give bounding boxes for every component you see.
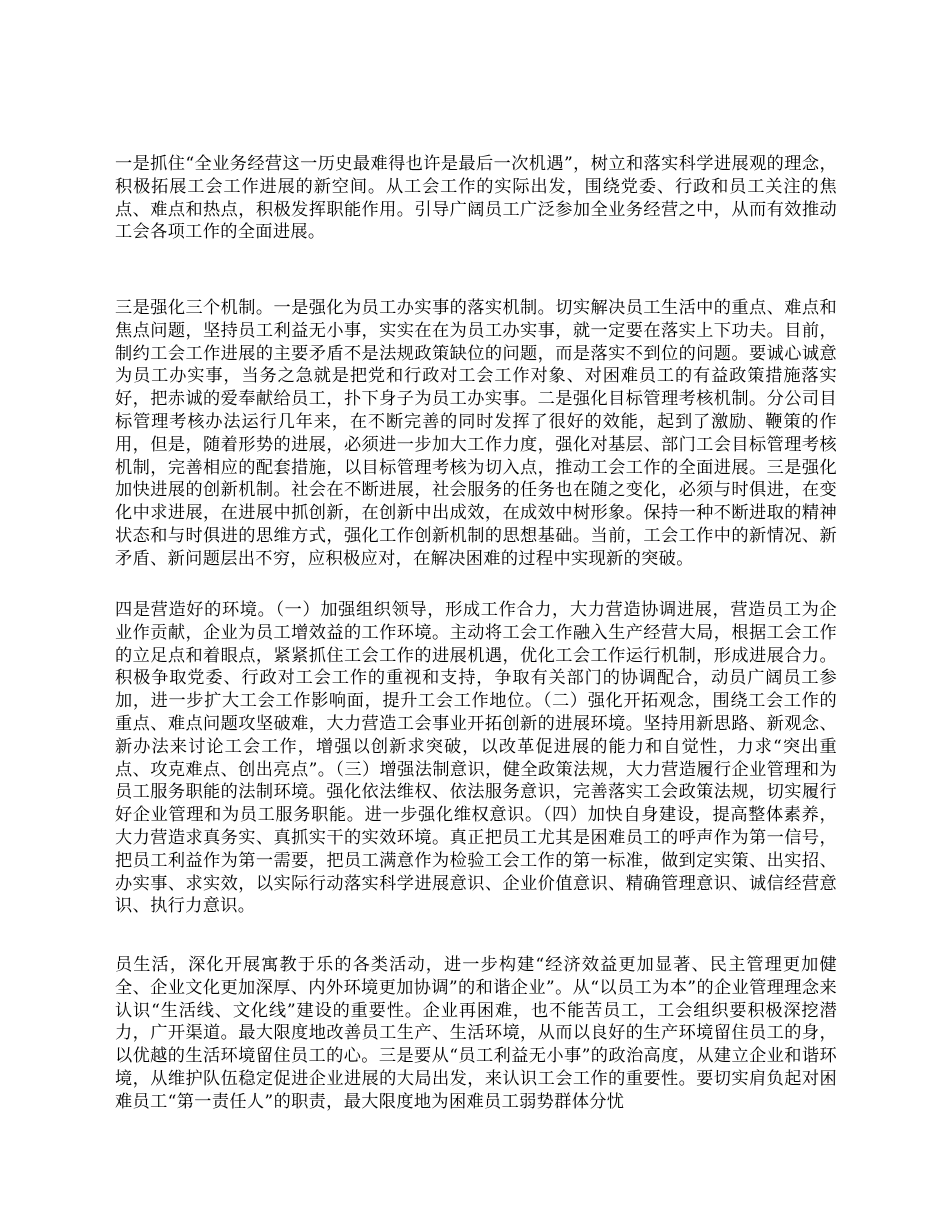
paragraph-1: 一是抓住“全业务经营这一历史最难得也许是最后一次机遇”，树立和落实科学进展观的理念，积极拓展工会工作进展的新空间。从工会工作的实际出发，围绕党委、行政和员工关注的焦点、难点和热点，积极发挥职能作用。引导广阔员工广泛参加全业务经营之中，从而有效推动工会各项工作的全面进展。 bbox=[115, 154, 837, 243]
paragraph-4: 员生活，深化开展寓教于乐的各类活动，进一步构建“经济效益更加显著、民主管理更加健全、企业文化更加深厚、内外环境更加协调”的和谐企业”。从“以员工为本”的企业管理理念来认识“生活线、文化线”建设的重要性。企业再困难，也不能苦员工，工会组织要积极深挖潜力，广开渠道。最大限度地改善员工生产、生活环境，从而以良好的生产环境留住员工的身，以优越的生活环境留住员工的心。三是要从“员工利益无小事”的政治高度，从建立企业和谐环境，从维护队伍稳定促进企业进展的大局出发，来认识工会工作的重要性。要切实肩负起对困难员工“第一责任人”的职责，最大限度地为困难员工弱势群体分忧 bbox=[115, 955, 837, 1112]
paragraph-3: 四是营造好的环境。（一）加强组织领导，形成工作合力，大力营造协调进展，营造员工为企业作贡献，企业为员工增效益的工作环境。主动将工会工作融入生产经营大局，根据工会工作的立足点和着眼点，紧紧抓住工会工作的进展机遇，优化工会工作运行机制，形成进展合力。积极争取党委、行政对工会工作的重视和支持，争取有关部门的协调配合，动员广阔员工参加，进一步扩大工会工作影响面，提升工会工作地位。（二）强化开拓观念，围绕工会工作的重点、难点问题攻坚破难，大力营造工会事业开拓创新的进展环境。坚持用新思路、新观念、新办法来讨论工会工作，增强以创新求突破，以改革促进展的能力和自觉性，力求“突出重点、攻克难点、创出亮点”。（三）增强法制意识，健全政策法规，大力营造履行企业管理和为员工服务职能的法制环境。强化依法维权、依法服务意识，完善落实工会政策法规，切实履行好企业管理和为员工服务职能。进一步强化维权意识。（四）加快自身建设，提高整体素养，大力营造求真务实、真抓实干的实效环境。真正把员工尤其是困难员工的呼声作为第一信号，把员工利益作为第一需要，把员工满意作为检验工会工作的第一标准，做到定实策、出实招、办实事、求实效，以实际行动落实科学进展意识、企业价值意识、精确管理意识、诚信经营意识、执行力意识。 bbox=[115, 600, 837, 917]
paragraph-2: 三是强化三个机制。一是强化为员工办实事的落实机制。切实解决员工生活中的重点、难点和焦点问题，坚持员工利益无小事，实实在在为员工办实事，就一定要在落实上下功夫。目前，制约工会工作进展的主要矛盾不是法规政策缺位的问题，而是落实不到位的问题。要诚心诚意为员工办实事，当务之急就是把党和行政对工会工作对象、对困难员工的有益政策措施落实好，把赤诚的爱奉献给员工，扑下身子为员工办实事。二是强化目标管理考核机制。分公司目标管理考核办法运行几年来，在不断完善的同时发挥了很好的效能，起到了激励、鞭策的作用，但是，随着形势的进展，必须进一步加大工作力度，强化对基层、部门工会目标管理考核机制，完善相应的配套措施，以目标管理考核为切入点，推动工会工作的全面进展。三是强化加快进展的创新机制。社会在不断进展，社会服务的任务也在随之变化，必须与时俱进，在变化中求进展，在进展中抓创新，在创新中出成效，在成效中树形象。保持一种不断进取的精神状态和与时俱进的思维方式，强化工作创新机制的思想基础。当前，工会工作中的新情况、新矛盾、新问题层出不穷，应积极应对，在解决困难的过程中实现新的突破。 bbox=[115, 298, 837, 569]
